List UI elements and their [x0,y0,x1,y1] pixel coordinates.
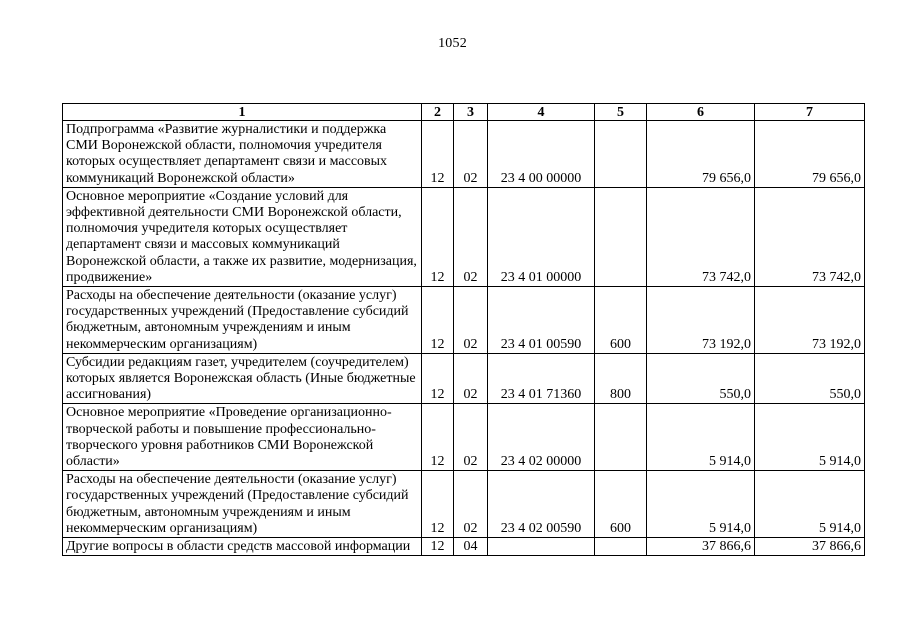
row-expense-type [595,404,647,471]
row-section: 12 [422,287,454,354]
row-name: Основное мероприятие «Создание условий для эффективной деятельности СМИ Воронежской области, полномочия учредителя которых осуществляет департамент связи и массовых коммуникаций Воронежской области, а также их развитие, модернизация, продвижение» [63,187,422,286]
table-row [63,187,865,286]
column-header: 3 [454,104,488,121]
row-subsection: 02 [454,287,488,354]
column-header: 1 [63,104,422,121]
budget-table [62,103,865,556]
table-header-row [63,104,865,121]
row-subsection: 02 [454,121,488,188]
row-target-code: 23 4 00 00000 [488,121,595,188]
row-section: 12 [422,187,454,286]
row-subsection: 02 [454,471,488,538]
row-amount-1: 5 914,0 [647,471,755,538]
row-amount-1: 79 656,0 [647,121,755,188]
column-header: 6 [647,104,755,121]
row-target-code [488,538,595,556]
row-amount-1: 550,0 [647,353,755,404]
table-row [63,471,865,538]
row-name: Расходы на обеспечение деятельности (оказание услуг) государственных учреждений (Предоставление субсидий бюджетным, автономным учреждениям и иным некоммерческим организациям) [63,471,422,538]
column-header: 4 [488,104,595,121]
row-target-code: 23 4 01 00590 [488,287,595,354]
row-amount-1: 5 914,0 [647,404,755,471]
row-amount-2: 73 192,0 [755,287,865,354]
page-number: 1052 [438,36,467,51]
row-amount-2: 550,0 [755,353,865,404]
row-section: 12 [422,121,454,188]
row-target-code: 23 4 01 00000 [488,187,595,286]
row-expense-type [595,121,647,188]
table-row [63,353,865,404]
row-target-code: 23 4 02 00590 [488,471,595,538]
row-name: Другие вопросы в области средств массовой информации [63,538,422,556]
row-expense-type: 600 [595,471,647,538]
row-name: Субсидии редакциям газет, учредителем (соучредителем) которых является Воронежская область (Иные бюджетные ассигнования) [63,353,422,404]
row-amount-2: 79 656,0 [755,121,865,188]
row-expense-type [595,187,647,286]
row-section: 12 [422,353,454,404]
row-subsection: 04 [454,538,488,556]
row-section: 12 [422,404,454,471]
row-subsection: 02 [454,404,488,471]
row-amount-2: 37 866,6 [755,538,865,556]
row-amount-1: 73 742,0 [647,187,755,286]
column-header: 2 [422,104,454,121]
row-amount-2: 73 742,0 [755,187,865,286]
row-name: Подпрограмма «Развитие журналистики и поддержка СМИ Воронежской области, полномочия учредителя которых осуществляет департамент связи и массовых коммуникаций Воронежской области» [63,121,422,188]
row-expense-type: 600 [595,287,647,354]
row-target-code: 23 4 02 00000 [488,404,595,471]
row-subsection: 02 [454,353,488,404]
row-name: Основное мероприятие «Проведение организационно-творческой работы и повышение профессионально-творческого уровня работников СМИ Воронежской области» [63,404,422,471]
row-amount-2: 5 914,0 [755,404,865,471]
row-amount-2: 5 914,0 [755,471,865,538]
column-header: 5 [595,104,647,121]
row-amount-1: 73 192,0 [647,287,755,354]
table-row [63,538,865,556]
table-row [63,404,865,471]
column-header: 7 [755,104,865,121]
table-row [63,121,865,188]
row-amount-1: 37 866,6 [647,538,755,556]
row-expense-type: 800 [595,353,647,404]
row-target-code: 23 4 01 71360 [488,353,595,404]
row-expense-type [595,538,647,556]
row-section: 12 [422,538,454,556]
row-subsection: 02 [454,187,488,286]
table-row [63,287,865,354]
row-section: 12 [422,471,454,538]
row-name: Расходы на обеспечение деятельности (оказание услуг) государственных учреждений (Предоставление субсидий бюджетным, автономным учреждениям и иным некоммерческим организациям) [63,287,422,354]
